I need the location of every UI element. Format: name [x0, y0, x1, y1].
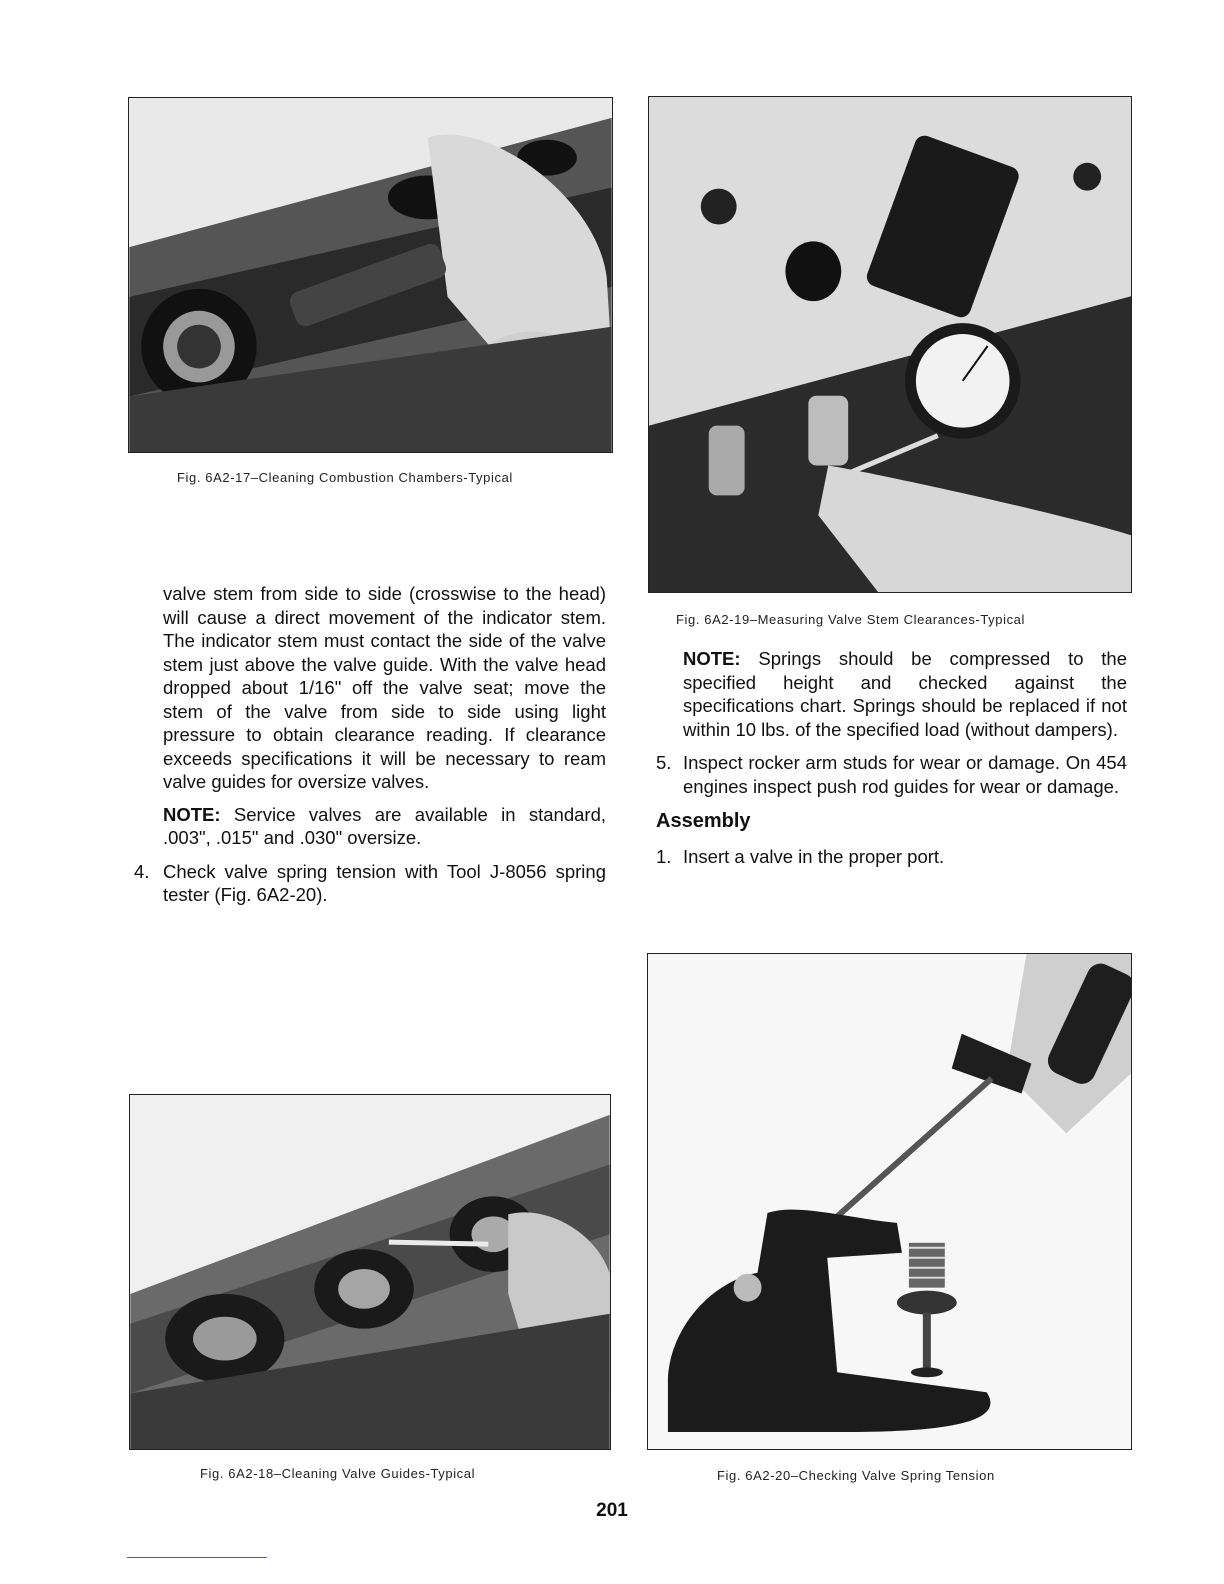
note-service-valves [134, 803, 606, 850]
photo-spring-tester-torque-wrench [648, 954, 1131, 1449]
note-text: Springs should be compressed to the specified height and checked against the specifications chart. Springs should be replaced if not within 10 lbs. of the specified load (without dampers). [683, 648, 1128, 740]
figure-caption-6a2-20: Fig. 6A2-20–Checking Valve Spring Tension [717, 1468, 995, 1483]
body-paragraph-valve-stem-clearance: valve stem from side to side (crosswise to the head) will cause a direct movement of the indicator stem. The indicator stem must contact the side of the valve stem just above the valve guide. With the valve head dropped about 1/16" off the valve seat; move the stem of the valve from side to side using light pressure to obtain clearance reading. If clearance exceeds specifications it will be necessary to ream valve guides for oversize valves. [163, 583, 606, 792]
page-number: 201 [596, 1500, 628, 1521]
right-text-column [656, 647, 1127, 868]
note-label: NOTE: [163, 803, 221, 825]
section-heading-assembly: Assembly [656, 810, 751, 832]
photo-cylinder-head-guide-brush [130, 1095, 610, 1449]
list-item-5 [656, 751, 1127, 798]
list-item-text: Inspect rocker arm studs for wear or damage. On 454 engines inspect push rod guides for wear or damage. [683, 752, 1127, 797]
figure-caption-6a2-17: Fig. 6A2-17–Cleaning Combustion Chambers-Typical [177, 470, 513, 485]
list-number: 1. [656, 845, 672, 867]
figure-cleaning-valve-guides [129, 1094, 611, 1450]
list-item-1 [656, 845, 1127, 869]
list-number: 5. [656, 752, 672, 773]
list-number: 4. [134, 860, 150, 882]
figure-caption-6a2-18: Fig. 6A2-18–Cleaning Valve Guides-Typical [200, 1466, 476, 1481]
note-spring-compression [656, 647, 1127, 741]
note-label: NOTE: [683, 648, 741, 669]
figure-measuring-valve-stem-clearances [648, 96, 1132, 593]
note-text: Service valves are available in standard, .003", .015" and .030" oversize. [163, 803, 607, 848]
figure-caption-6a2-19: Fig. 6A2-19–Measuring Valve Stem Clearances-Typical [676, 612, 1026, 627]
list-item-text: Insert a valve in the proper port. [683, 845, 945, 867]
figure-checking-valve-spring-tension [647, 953, 1132, 1450]
list-item-text: Check valve spring tension with Tool J-8056 spring tester (Fig. 6A2-20). [163, 860, 606, 905]
list-item-4 [134, 860, 606, 907]
photo-dial-indicator-on-valve-stem [649, 97, 1131, 592]
left-text-column [134, 582, 606, 907]
photo-cylinder-head-wire-brush [129, 98, 612, 452]
footnote-divider [127, 1557, 267, 1558]
figure-cleaning-combustion-chambers [128, 97, 613, 453]
